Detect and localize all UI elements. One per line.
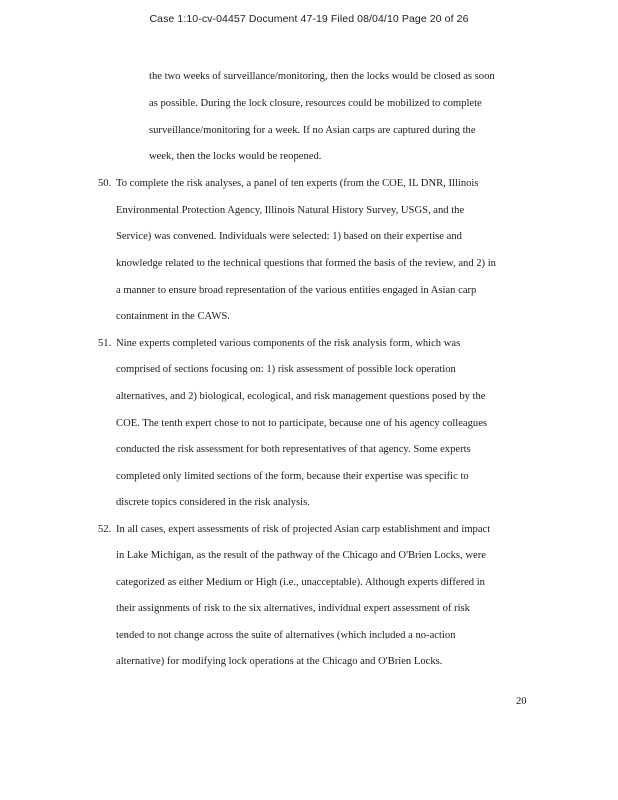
paragraph-line: conducted the risk assessment for both representatives of that agency. Some experts — [116, 444, 471, 455]
paragraph-line: To complete the risk analyses, a panel of ten experts (from the COE, IL DNR, Illinois — [116, 178, 479, 189]
paragraph-number: 51. — [98, 338, 112, 349]
paragraph-line: completed only limited sections of the form, because their expertise was specific to — [116, 471, 469, 482]
paragraph-number: 52. — [98, 524, 112, 535]
page-number: 20 — [516, 696, 527, 707]
paragraph-line: Service) was convened. Individuals were selected: 1) based on their expertise and — [116, 231, 462, 242]
paragraph-line: a manner to ensure broad representation of the various entities engaged in Asian carp — [116, 285, 477, 296]
continuation-line: week, then the locks would be reopened. — [149, 151, 322, 162]
paragraph-line: comprised of sections focusing on: 1) risk assessment of possible lock operation — [116, 364, 456, 375]
paragraph-number: 50. — [98, 178, 112, 189]
paragraph-line: in Lake Michigan, as the result of the pathway of the Chicago and O'Brien Locks, were — [116, 550, 486, 561]
paragraph-line: In all cases, expert assessments of risk of projected Asian carp establishment and impact — [116, 524, 491, 535]
paragraph-line: alternatives, and 2) biological, ecological, and risk management questions posed by the — [116, 391, 486, 402]
case-header: Case 1:10-cv-04457 Document 47-19 Filed 08/04/10 Page 20 of 26 — [149, 13, 469, 25]
paragraph-line: categorized as either Medium or High (i.e., unacceptable). Although experts differed in — [116, 577, 485, 588]
paragraph-line: their assignments of risk to the six alternatives, individual expert assessment of risk — [116, 603, 470, 614]
paragraph-line: knowledge related to the technical questions that formed the basis of the review, and 2) in — [116, 258, 496, 269]
continuation-line: the two weeks of surveillance/monitoring, then the locks would be closed as soon — [149, 71, 495, 82]
continuation-line: surveillance/monitoring for a week. If no Asian carps are captured during the — [149, 125, 476, 136]
paragraph-line: containment in the CAWS. — [116, 311, 230, 322]
paragraph-line: alternative) for modifying lock operations at the Chicago and O'Brien Locks. — [116, 656, 443, 667]
paragraph-line: discrete topics considered in the risk analysis. — [116, 497, 310, 508]
paragraph-line: Nine experts completed various components of the risk analysis form, which was — [116, 338, 461, 349]
paragraph-line: COE. The tenth expert chose to not to participate, because one of his agency colleagues — [116, 418, 488, 429]
paragraph-line: tended to not change across the suite of alternatives (which included a no-action — [116, 630, 456, 641]
continuation-line: as possible. During the lock closure, resources could be mobilized to complete — [149, 98, 482, 109]
paragraph-line: Environmental Protection Agency, Illinois Natural History Survey, USGS, and the — [116, 205, 465, 216]
